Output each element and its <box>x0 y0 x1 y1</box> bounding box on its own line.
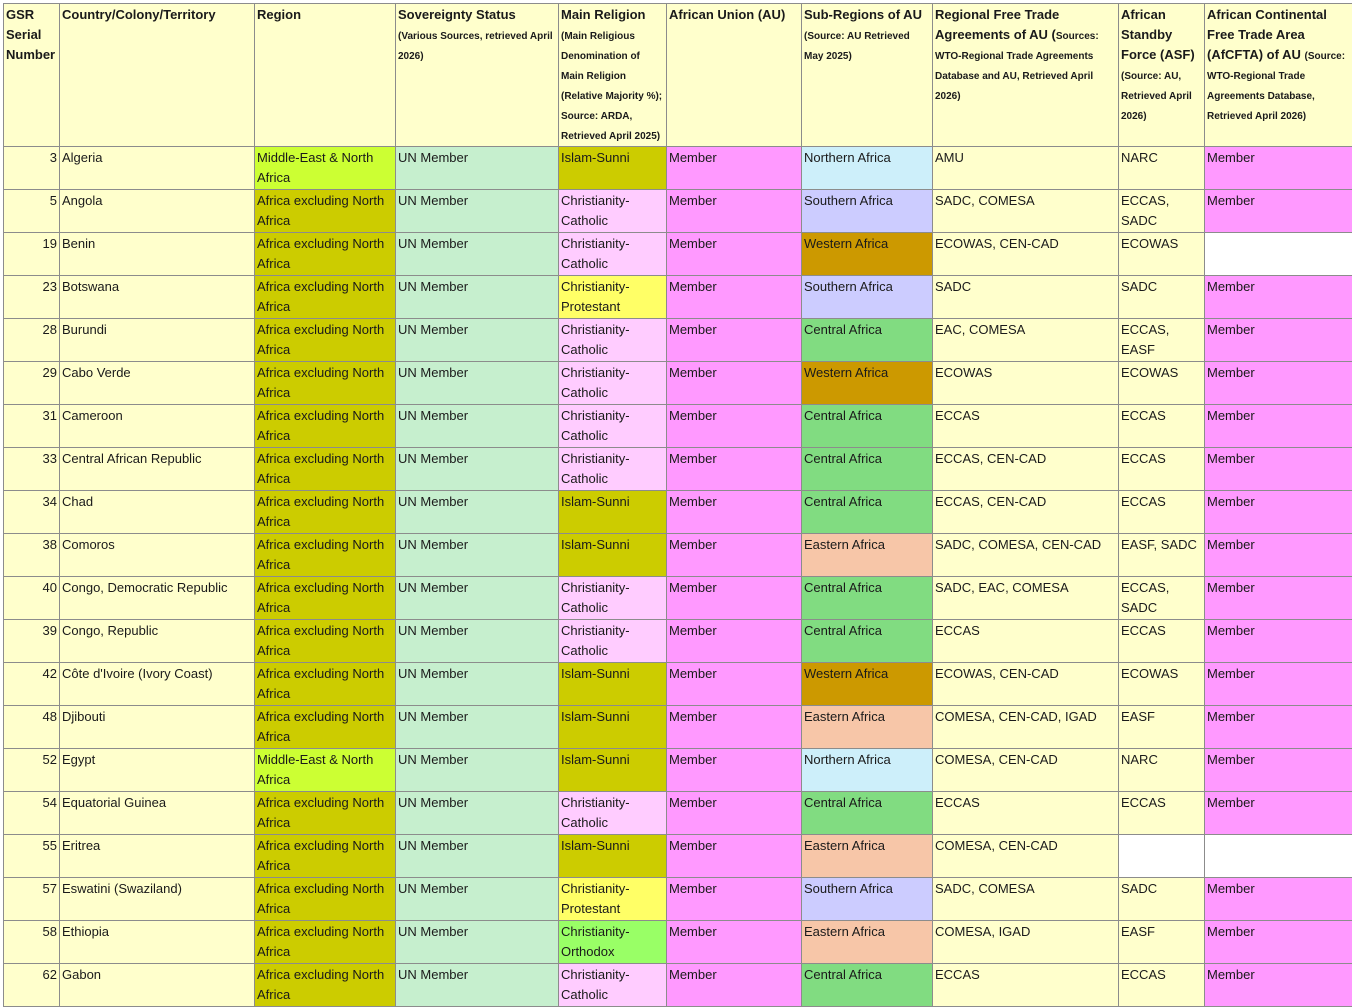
cell-sovereignty[interactable]: UN Member <box>396 620 559 663</box>
cell-religion[interactable]: Christianity-Catholic <box>559 362 667 405</box>
table-row <box>4 663 1352 706</box>
cell-afcfta[interactable]: Member <box>1205 577 1352 620</box>
table-row <box>4 878 1352 921</box>
cell-au[interactable]: Member <box>667 448 802 491</box>
cell-country[interactable]: Benin <box>60 233 255 276</box>
cell-country[interactable]: Cameroon <box>60 405 255 448</box>
cell-region[interactable]: Africa excluding North Africa <box>255 577 396 620</box>
cell-rfta[interactable]: SADC, COMESA <box>933 190 1119 233</box>
header-rfta[interactable]: Regional Free Trade Agreements of AU (Sources: WTO-Regional Trade Agreements Database and AU, Retrieved April 2026) <box>933 4 1119 147</box>
cell-gsr[interactable]: 54 <box>4 792 60 835</box>
cell-country[interactable]: Angola <box>60 190 255 233</box>
cell-region[interactable]: Africa excluding North Africa <box>255 534 396 577</box>
cell-region[interactable]: Africa excluding North Africa <box>255 663 396 706</box>
cell-region[interactable]: Africa excluding North Africa <box>255 233 396 276</box>
cell-sovereignty[interactable]: UN Member <box>396 448 559 491</box>
cell-religion[interactable]: Christianity-Catholic <box>559 233 667 276</box>
cell-region[interactable]: Africa excluding North Africa <box>255 878 396 921</box>
table-row <box>4 706 1352 749</box>
cell-religion[interactable]: Christianity-Catholic <box>559 577 667 620</box>
cell-afcfta[interactable]: Member <box>1205 706 1352 749</box>
cell-asf[interactable]: ECCAS <box>1119 405 1205 448</box>
cell-religion[interactable]: Islam-Sunni <box>559 147 667 190</box>
cell-gsr[interactable]: 34 <box>4 491 60 534</box>
table-row <box>4 147 1352 190</box>
cell-gsr[interactable]: 62 <box>4 964 60 1007</box>
cell-asf[interactable]: ECCAS <box>1119 448 1205 491</box>
cell-afcfta[interactable]: Member <box>1205 190 1352 233</box>
cell-rfta[interactable]: ECCAS <box>933 620 1119 663</box>
cell-region[interactable]: Africa excluding North Africa <box>255 276 396 319</box>
cell-sovereignty[interactable]: UN Member <box>396 276 559 319</box>
cell-asf[interactable]: ECCAS, SADC <box>1119 577 1205 620</box>
header-region[interactable]: Region <box>255 4 396 147</box>
cell-asf[interactable]: ECCAS <box>1119 964 1205 1007</box>
cell-region[interactable]: Africa excluding North Africa <box>255 362 396 405</box>
cell-religion[interactable]: Christianity-Protestant <box>559 878 667 921</box>
cell-country[interactable]: Congo, Republic <box>60 620 255 663</box>
cell-country[interactable]: Cabo Verde <box>60 362 255 405</box>
cell-afcfta[interactable]: Member <box>1205 319 1352 362</box>
cell-au[interactable]: Member <box>667 534 802 577</box>
cell-region[interactable]: Africa excluding North Africa <box>255 792 396 835</box>
cell-region[interactable]: Middle-East & North Africa <box>255 749 396 792</box>
cell-sovereignty[interactable]: UN Member <box>396 706 559 749</box>
cell-subregion[interactable]: Central Africa <box>802 491 933 534</box>
cell-rfta[interactable]: ECOWAS, CEN-CAD <box>933 663 1119 706</box>
table-row <box>4 534 1352 577</box>
cell-region[interactable]: Middle-East & North Africa <box>255 147 396 190</box>
cell-rfta[interactable]: ECCAS, CEN-CAD <box>933 491 1119 534</box>
cell-afcfta[interactable]: Member <box>1205 792 1352 835</box>
cell-sovereignty[interactable]: UN Member <box>396 233 559 276</box>
cell-subregion[interactable]: Central Africa <box>802 792 933 835</box>
cell-rfta[interactable]: COMESA, CEN-CAD, IGAD <box>933 706 1119 749</box>
cell-au[interactable]: Member <box>667 491 802 534</box>
cell-gsr[interactable]: 23 <box>4 276 60 319</box>
table-row <box>4 233 1352 276</box>
cell-country[interactable]: Botswana <box>60 276 255 319</box>
cell-au[interactable]: Member <box>667 663 802 706</box>
table-row <box>4 491 1352 534</box>
cell-subregion[interactable]: Central Africa <box>802 405 933 448</box>
cell-gsr[interactable]: 52 <box>4 749 60 792</box>
cell-au[interactable]: Member <box>667 835 802 878</box>
cell-gsr[interactable]: 38 <box>4 534 60 577</box>
cell-region[interactable]: Africa excluding North Africa <box>255 405 396 448</box>
cell-gsr[interactable]: 29 <box>4 362 60 405</box>
cell-afcfta[interactable]: Member <box>1205 276 1352 319</box>
cell-au[interactable]: Member <box>667 792 802 835</box>
table-row <box>4 319 1352 362</box>
cell-asf[interactable]: SADC <box>1119 878 1205 921</box>
cell-subregion[interactable]: Southern Africa <box>802 878 933 921</box>
cell-asf[interactable]: EASF <box>1119 921 1205 964</box>
cell-subregion[interactable]: Central Africa <box>802 964 933 1007</box>
header-au[interactable]: African Union (AU) <box>667 4 802 147</box>
cell-sovereignty[interactable]: UN Member <box>396 362 559 405</box>
cell-gsr[interactable]: 40 <box>4 577 60 620</box>
cell-au[interactable]: Member <box>667 964 802 1007</box>
cell-religion[interactable]: Christianity-Catholic <box>559 405 667 448</box>
cell-sovereignty[interactable]: UN Member <box>396 663 559 706</box>
cell-sovereignty[interactable]: UN Member <box>396 534 559 577</box>
cell-sovereignty[interactable]: UN Member <box>396 190 559 233</box>
cell-asf[interactable]: ECCAS <box>1119 792 1205 835</box>
cell-afcfta[interactable]: Member <box>1205 921 1352 964</box>
cell-sovereignty[interactable]: UN Member <box>396 878 559 921</box>
cell-country[interactable]: Gabon <box>60 964 255 1007</box>
cell-rfta[interactable]: ECCAS <box>933 405 1119 448</box>
cell-region[interactable]: Africa excluding North Africa <box>255 706 396 749</box>
cell-subregion[interactable]: Central Africa <box>802 577 933 620</box>
cell-sovereignty[interactable]: UN Member <box>396 835 559 878</box>
cell-asf[interactable]: EASF, SADC <box>1119 534 1205 577</box>
cell-rfta[interactable]: ECOWAS, CEN-CAD <box>933 233 1119 276</box>
cell-country[interactable]: Djibouti <box>60 706 255 749</box>
cell-region[interactable]: Africa excluding North Africa <box>255 491 396 534</box>
cell-country[interactable]: Egypt <box>60 749 255 792</box>
cell-subregion[interactable]: Western Africa <box>802 663 933 706</box>
cell-rfta[interactable]: SADC, COMESA, CEN-CAD <box>933 534 1119 577</box>
cell-religion[interactable]: Christianity-Catholic <box>559 319 667 362</box>
cell-region[interactable]: Africa excluding North Africa <box>255 921 396 964</box>
cell-rfta[interactable]: EAC, COMESA <box>933 319 1119 362</box>
cell-au[interactable]: Member <box>667 878 802 921</box>
cell-religion[interactable]: Islam-Sunni <box>559 534 667 577</box>
cell-au[interactable]: Member <box>667 147 802 190</box>
table-row <box>4 405 1352 448</box>
cell-country[interactable]: Algeria <box>60 147 255 190</box>
cell-afcfta[interactable]: Member <box>1205 620 1352 663</box>
cell-subregion[interactable]: Northern Africa <box>802 147 933 190</box>
cell-afcfta[interactable]: Member <box>1205 663 1352 706</box>
header-row <box>4 4 1352 147</box>
cell-asf[interactable]: SADC <box>1119 276 1205 319</box>
table-row <box>4 190 1352 233</box>
cell-sovereignty[interactable]: UN Member <box>396 964 559 1007</box>
cell-afcfta[interactable]: Member <box>1205 964 1352 1007</box>
cell-rfta[interactable]: ECCAS, CEN-CAD <box>933 448 1119 491</box>
cell-afcfta[interactable]: Member <box>1205 491 1352 534</box>
table-row <box>4 835 1352 878</box>
cell-rfta[interactable]: SADC, COMESA <box>933 878 1119 921</box>
cell-religion[interactable]: Christianity-Catholic <box>559 964 667 1007</box>
header-sovereignty[interactable]: Sovereignty Status (Various Sources, retrieved April 2026) <box>396 4 559 147</box>
table-row <box>4 921 1352 964</box>
cell-country[interactable]: Côte d'Ivoire (Ivory Coast) <box>60 663 255 706</box>
table-row <box>4 276 1352 319</box>
cell-sovereignty[interactable]: UN Member <box>396 577 559 620</box>
cell-sovereignty[interactable]: UN Member <box>396 921 559 964</box>
cell-afcfta[interactable]: Member <box>1205 878 1352 921</box>
cell-rfta[interactable]: SADC <box>933 276 1119 319</box>
cell-country[interactable]: Comoros <box>60 534 255 577</box>
cell-rfta[interactable]: COMESA, CEN-CAD <box>933 749 1119 792</box>
cell-gsr[interactable]: 31 <box>4 405 60 448</box>
cell-subregion[interactable]: Eastern Africa <box>802 835 933 878</box>
cell-asf[interactable]: ECOWAS <box>1119 233 1205 276</box>
cell-country[interactable]: Equatorial Guinea <box>60 792 255 835</box>
cell-asf[interactable]: EASF <box>1119 706 1205 749</box>
table-row <box>4 448 1352 491</box>
cell-subregion[interactable]: Eastern Africa <box>802 534 933 577</box>
table-body <box>4 147 1352 1007</box>
header-subregion[interactable]: Sub-Regions of AU (Source: AU Retrieved May 2025) <box>802 4 933 147</box>
cell-gsr[interactable]: 48 <box>4 706 60 749</box>
cell-rfta[interactable]: COMESA, CEN-CAD <box>933 835 1119 878</box>
header-asf[interactable]: African Standby Force (ASF) (Source: AU, Retrieved April 2026) <box>1119 4 1205 147</box>
cell-gsr[interactable]: 39 <box>4 620 60 663</box>
cell-au[interactable]: Member <box>667 319 802 362</box>
cell-au[interactable]: Member <box>667 362 802 405</box>
cell-afcfta[interactable]: Member <box>1205 405 1352 448</box>
cell-religion[interactable]: Islam-Sunni <box>559 706 667 749</box>
cell-region[interactable]: Africa excluding North Africa <box>255 620 396 663</box>
cell-asf[interactable]: ECCAS, SADC <box>1119 190 1205 233</box>
cell-country[interactable]: Burundi <box>60 319 255 362</box>
cell-religion[interactable]: Christianity-Protestant <box>559 276 667 319</box>
cell-asf[interactable]: ECOWAS <box>1119 362 1205 405</box>
cell-au[interactable]: Member <box>667 276 802 319</box>
cell-afcfta[interactable] <box>1205 233 1352 276</box>
cell-sovereignty[interactable]: UN Member <box>396 147 559 190</box>
cell-country[interactable]: Central African Republic <box>60 448 255 491</box>
cell-gsr[interactable]: 3 <box>4 147 60 190</box>
cell-religion[interactable]: Islam-Sunni <box>559 835 667 878</box>
cell-au[interactable]: Member <box>667 620 802 663</box>
cell-au[interactable]: Member <box>667 749 802 792</box>
cell-asf[interactable]: ECOWAS <box>1119 663 1205 706</box>
cell-gsr[interactable]: 57 <box>4 878 60 921</box>
cell-religion[interactable]: Christianity-Catholic <box>559 448 667 491</box>
cell-gsr[interactable]: 58 <box>4 921 60 964</box>
cell-au[interactable]: Member <box>667 921 802 964</box>
cell-region[interactable]: Africa excluding North Africa <box>255 964 396 1007</box>
cell-gsr[interactable]: 55 <box>4 835 60 878</box>
cell-religion[interactable]: Islam-Sunni <box>559 491 667 534</box>
cell-asf[interactable]: ECCAS, EASF <box>1119 319 1205 362</box>
cell-religion[interactable]: Christianity-Catholic <box>559 190 667 233</box>
cell-afcfta[interactable]: Member <box>1205 147 1352 190</box>
cell-au[interactable]: Member <box>667 190 802 233</box>
cell-rfta[interactable]: AMU <box>933 147 1119 190</box>
cell-afcfta[interactable] <box>1205 835 1352 878</box>
cell-country[interactable]: Eritrea <box>60 835 255 878</box>
spreadsheet-table <box>3 3 1352 1007</box>
table-row <box>4 362 1352 405</box>
cell-region[interactable]: Africa excluding North Africa <box>255 190 396 233</box>
cell-sovereignty[interactable]: UN Member <box>396 491 559 534</box>
table-row <box>4 620 1352 663</box>
cell-subregion[interactable]: Eastern Africa <box>802 921 933 964</box>
table-row <box>4 964 1352 1007</box>
cell-au[interactable]: Member <box>667 233 802 276</box>
cell-afcfta[interactable]: Member <box>1205 448 1352 491</box>
table-row <box>4 792 1352 835</box>
cell-sovereignty[interactable]: UN Member <box>396 319 559 362</box>
header-religion[interactable]: Main Religion (Main Religious Denomination of Main Religion (Relative Majority %); Source: ARDA, Retrieved April 2025) <box>559 4 667 147</box>
cell-sovereignty[interactable]: UN Member <box>396 749 559 792</box>
cell-country[interactable]: Chad <box>60 491 255 534</box>
cell-subregion[interactable]: Eastern Africa <box>802 706 933 749</box>
cell-sovereignty[interactable]: UN Member <box>396 405 559 448</box>
cell-sovereignty[interactable]: UN Member <box>396 792 559 835</box>
cell-subregion[interactable]: Western Africa <box>802 233 933 276</box>
cell-subregion[interactable]: Central Africa <box>802 448 933 491</box>
cell-gsr[interactable]: 42 <box>4 663 60 706</box>
cell-religion[interactable]: Islam-Sunni <box>559 663 667 706</box>
cell-rfta[interactable]: SADC, EAC, COMESA <box>933 577 1119 620</box>
cell-asf[interactable]: ECCAS <box>1119 620 1205 663</box>
cell-religion[interactable]: Christianity-Catholic <box>559 620 667 663</box>
cell-region[interactable]: Africa excluding North Africa <box>255 835 396 878</box>
cell-subregion[interactable]: Southern Africa <box>802 190 933 233</box>
cell-asf[interactable]: ECCAS <box>1119 491 1205 534</box>
cell-subregion[interactable]: Central Africa <box>802 319 933 362</box>
cell-religion[interactable]: Islam-Sunni <box>559 749 667 792</box>
cell-region[interactable]: Africa excluding North Africa <box>255 319 396 362</box>
cell-subregion[interactable]: Central Africa <box>802 620 933 663</box>
cell-rfta[interactable]: ECCAS <box>933 964 1119 1007</box>
table-row <box>4 577 1352 620</box>
cell-country[interactable]: Ethiopia <box>60 921 255 964</box>
cell-country[interactable]: Congo, Democratic Republic <box>60 577 255 620</box>
cell-gsr[interactable]: 33 <box>4 448 60 491</box>
header-country[interactable]: Country/Colony/Territory <box>60 4 255 147</box>
cell-religion[interactable]: Christianity-Orthodox <box>559 921 667 964</box>
header-gsr[interactable]: GSR Serial Number <box>4 4 60 147</box>
header-afcfta[interactable]: African Continental Free Trade Area (AfCFTA) of AU (Source: WTO-Regional Trade Agreements Database, Retrieved April 2026) <box>1205 4 1352 147</box>
cell-rfta[interactable]: ECOWAS <box>933 362 1119 405</box>
cell-subregion[interactable]: Northern Africa <box>802 749 933 792</box>
table-row <box>4 749 1352 792</box>
cell-afcfta[interactable]: Member <box>1205 749 1352 792</box>
cell-au[interactable]: Member <box>667 405 802 448</box>
cell-gsr[interactable]: 19 <box>4 233 60 276</box>
cell-subregion[interactable]: Southern Africa <box>802 276 933 319</box>
cell-asf[interactable]: NARC <box>1119 147 1205 190</box>
cell-region[interactable]: Africa excluding North Africa <box>255 448 396 491</box>
cell-rfta[interactable]: ECCAS <box>933 792 1119 835</box>
cell-gsr[interactable]: 5 <box>4 190 60 233</box>
cell-au[interactable]: Member <box>667 577 802 620</box>
cell-asf[interactable]: NARC <box>1119 749 1205 792</box>
cell-country[interactable]: Eswatini (Swaziland) <box>60 878 255 921</box>
cell-afcfta[interactable]: Member <box>1205 534 1352 577</box>
cell-subregion[interactable]: Western Africa <box>802 362 933 405</box>
cell-rfta[interactable]: COMESA, IGAD <box>933 921 1119 964</box>
cell-gsr[interactable]: 28 <box>4 319 60 362</box>
cell-religion[interactable]: Christianity-Catholic <box>559 792 667 835</box>
cell-afcfta[interactable]: Member <box>1205 362 1352 405</box>
cell-asf[interactable] <box>1119 835 1205 878</box>
cell-au[interactable]: Member <box>667 706 802 749</box>
